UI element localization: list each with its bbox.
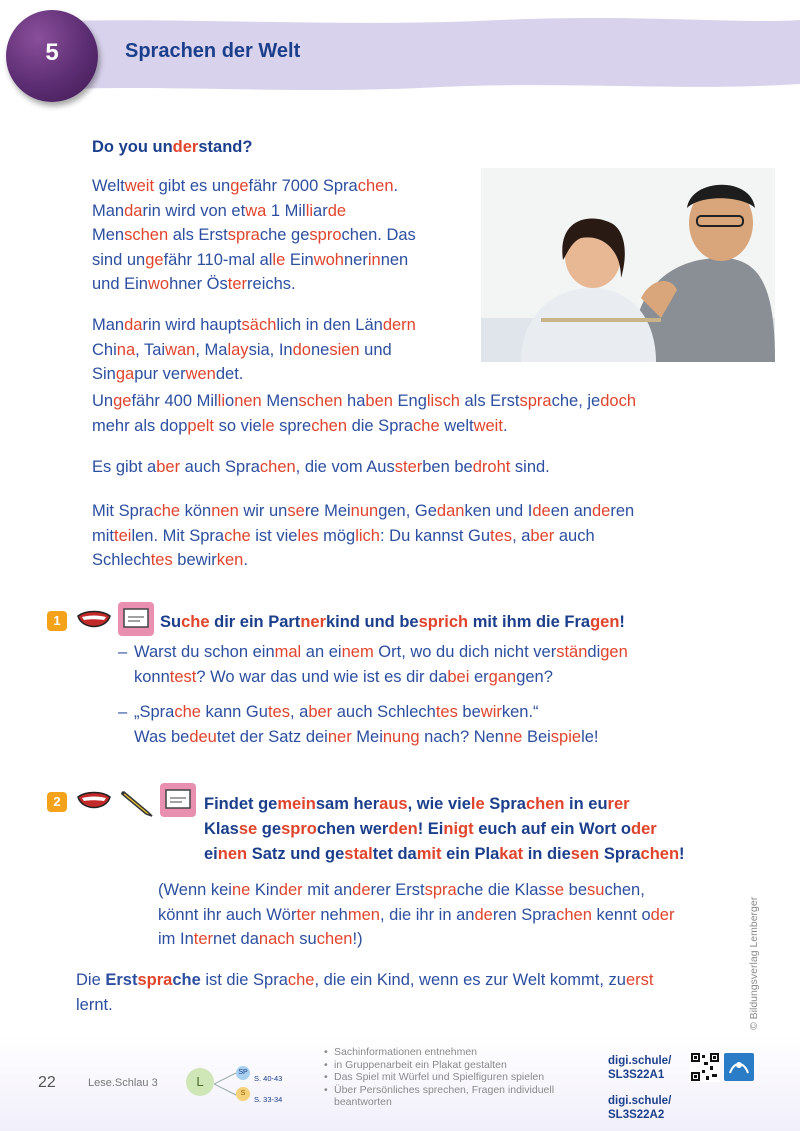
digi-link-2[interactable]: digi.schule/ SL3S22A2 [608, 1095, 672, 1121]
task-1-title: Suche dir ein Partnerkind und besprich mit ihm die Fragen! [160, 613, 625, 631]
board-icon [160, 783, 196, 817]
teacher-student-photo [481, 168, 775, 362]
task-1-number-badge: 1 [47, 611, 67, 631]
section-heading: Do you understand? [92, 138, 253, 156]
task-2-note: (Wenn keine Kinder mit anderer Erstsprache die Klasse besuchen, könnt ihr auch Wörter nehmen, die ihr in anderen Sprachen kennt oder im Internet danach suchen!) [158, 881, 675, 948]
paragraph-2: Mandarin wird hauptsächlich in den Ländern China, Taiwan, Malaysia, Indonesien und Singapur verwendet. [92, 316, 416, 383]
publisher-logo [724, 1053, 754, 1081]
board-icon [118, 602, 154, 636]
pencil-icon [120, 786, 156, 818]
task-2-title: Findet gemeinsam heraus, wie viele Sprachen in eurer Klasse gesprochen werden! Einigt euch auf ein Wort oder einen Satz und gestaltet damit ein Plakat in diesen Sprachen! [204, 795, 685, 863]
paragraph-1: Weltweit gibt es ungefähr 7000 Sprachen. Mandarin wird von etwa 1 Milliarde Menschen als Erstsprache gesprochen. Das sind ungefähr 110-mal alle Einwohnerinnen und Einwohner Österreichs. [92, 177, 416, 293]
definition-text: Die Erstsprache ist die Sprache, die ein Kind, wenn es zur Welt kommt, zuerst lernt. [76, 971, 654, 1014]
qr-code-icon[interactable] [690, 1052, 720, 1082]
skill-item: • Sachinformationen entnehmen [324, 1046, 594, 1059]
copyright-notice: © Bildungsverlag Lemberger [748, 896, 760, 1030]
chapter-badge [6, 10, 98, 102]
paragraph-5: Mit Sprache können wir unsere Meinungen, Gedanken und Ideen anderen mitteilen. Mit Sprache ist vieles möglich: Du kannst Gutes, aber auch Schlechtes bewirken. [92, 502, 635, 569]
s-badge: S [236, 1087, 250, 1101]
chapter-title: Sprachen der Welt [125, 40, 301, 62]
mouth-icon [76, 787, 112, 817]
skills-list [324, 1046, 594, 1109]
task-1-questions [118, 640, 758, 760]
skill-item: • Das Spiel mit Würfel und Spielfiguren spielen [324, 1071, 594, 1084]
skill-item: • Über Persönliches sprechen, Fragen individuell beantworten [324, 1084, 594, 1109]
digi-link-1[interactable]: digi.schule/ SL3S22A1 [608, 1055, 672, 1081]
task-2-number-badge: 2 [47, 792, 67, 812]
chapter-number: 5 [45, 39, 59, 66]
sp-page-ref: S. 40-43 [254, 1074, 283, 1083]
skill-item: • in Gruppenarbeit ein Plakat gestalten [324, 1059, 594, 1072]
paragraph-4: Es gibt aber auch Sprachen, die vom Aussterben bedroht sind. [92, 458, 550, 476]
s-page-ref: S. 33-34 [254, 1095, 283, 1104]
level-badge: L [186, 1068, 214, 1096]
series-name: Lese.Schlau 3 [88, 1077, 158, 1089]
question-item: – „Sprache kann Gutes, aber auch Schlechtes bewirken.“ Was bedeutet der Satz deiner Meinung nach? Nenne Beispiele! [118, 703, 599, 746]
branch-arrows-icon [214, 1070, 238, 1100]
paragraph-3: Ungefähr 400 Millionen Menschen haben Englisch als Erstsprache, jedoch mehr als doppelt so viele sprechen die Sprache weltweit. [92, 392, 637, 435]
question-item: – Warst du schon einmal an einem Ort, wo du dich nicht verständigen konntest? Wo war das und wie ist es dir dabei ergangen? [118, 643, 628, 686]
sp-badge: SP [236, 1066, 250, 1080]
page-number: 22 [38, 1074, 56, 1091]
mouth-icon [76, 606, 112, 636]
